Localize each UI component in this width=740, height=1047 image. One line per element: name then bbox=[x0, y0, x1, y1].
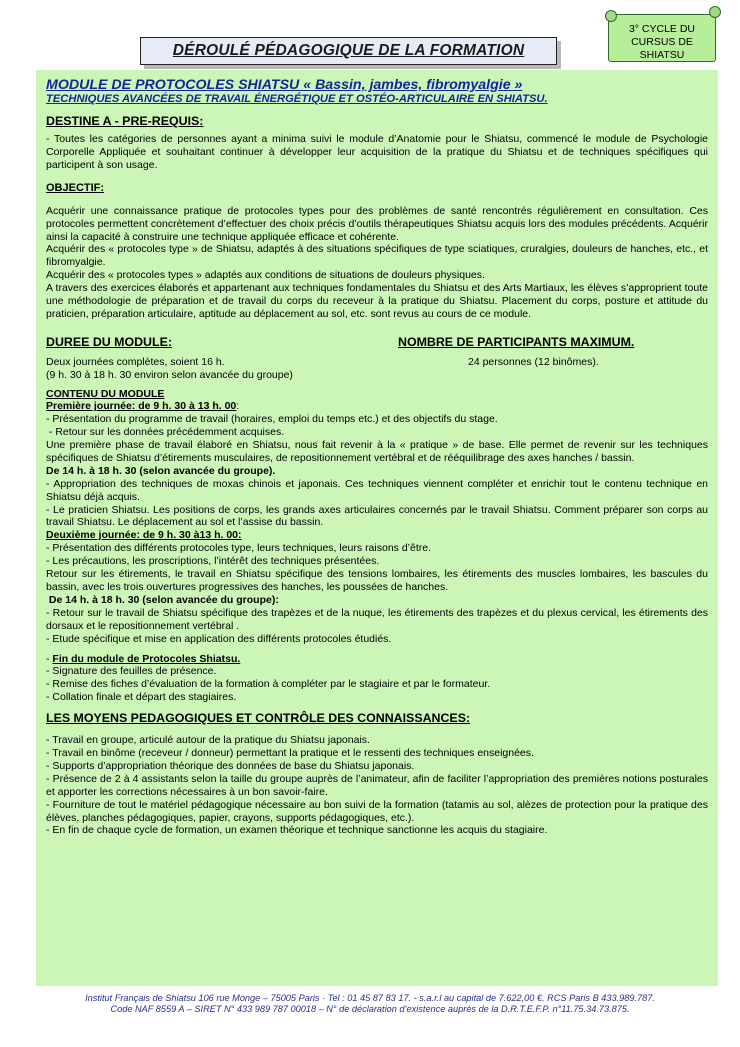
module-title: MODULE DE PROTOCOLES SHIATSU « Bassin, jambes, fibromyalgie » bbox=[46, 77, 523, 93]
contenu-line: - Les précautions, les proscriptions, l’intérêt des techniques présentées. bbox=[46, 555, 380, 568]
destine-text: - Toutes les catégories de personnes ayant a minima suivi le module d’Anatomie pour le Shiatsu, commencé le module de Psychologie Corporelle Appliquée et souhaitant continuer à développer leur acquisition de la pratique du Shiatsu et de techniques spécifiques qui participent à son usage. bbox=[46, 133, 708, 171]
objectif-paragraph: Acquérir des « protocoles type » de Shiatsu, adaptés à des situations spécifiques de type sciatiques, cruralgies, douleurs de hanches, etc., et fibromyalgie. bbox=[46, 243, 708, 269]
contenu-line: - Retour sur le travail de Shiatsu spécifique des trapèzes et de la nuque, les étirements des trapèzes et du plexus cervical, les étirements des dorsaux et le repositionnement vertébral . bbox=[46, 606, 708, 632]
page-footer bbox=[0, 993, 740, 1015]
contenu-line: - Retour sur les données précédemment acquises. bbox=[46, 426, 285, 439]
moyens-line: - En fin de chaque cycle de formation, un examen théorique et technique sanctionne les acquis du stagiaire. bbox=[46, 824, 548, 837]
objectif-paragraph: A travers des exercices élaborés et appartenant aux techniques fondamentales du Shiatsu et des Arts Martiaux, les élèves s’approprient toute une méthodologie de préparation et de travail du corps du receveur à la pratique du Shiatsu. Placement du corps, posture et attitude du praticien, préparation articulaire, aptitude au déplacement au sol, etc. sont revus au cours de ce module. bbox=[46, 282, 708, 320]
cycle-badge-line: 3° CYCLE DU bbox=[628, 23, 696, 35]
content-panel bbox=[36, 70, 718, 986]
fin-heading bbox=[46, 653, 708, 666]
moyens-line: - Travail en groupe, articulé autour de la pratique du Shiatsu japonais. bbox=[46, 734, 370, 747]
contenu-line: - Collation finale et départ des stagiaires. bbox=[46, 691, 237, 704]
day1-morning-heading bbox=[46, 400, 708, 413]
contenu-line: - Présentation du programme de travail (horaires, emploi du temps etc.) et des objectifs du stage. bbox=[46, 413, 498, 426]
contenu-line: - Etude spécifique et mise en application des différents protocoles étudiés. bbox=[46, 632, 392, 645]
day1-colon: : bbox=[236, 400, 240, 413]
day1-time: de 9 h. 30 à 13 h. 00 bbox=[135, 400, 237, 413]
participants-value: 24 personnes (12 binômes). bbox=[468, 355, 599, 368]
contenu-line: - Appropriation des techniques de moxas chinois et japonais. Ces techniques viennent compléter et enrichir tout le contenu technique en Shiatsu déjà acquis. bbox=[46, 477, 708, 503]
fin-title: Fin du module de Protocoles Shiatsu. bbox=[52, 652, 241, 665]
scroll-curl-icon bbox=[605, 10, 617, 22]
duree-text: (9 h. 30 à 18 h. 30 environ selon avancée du groupe) bbox=[46, 368, 293, 381]
day1-afternoon-heading: De 14 h. à 18 h. 30 (selon avancée du groupe). bbox=[46, 464, 276, 477]
cycle-badge-line: CURSUS DE bbox=[631, 36, 693, 48]
contenu-line: - Présentation des différents protocoles type, leurs techniques, leurs raisons d’être. bbox=[46, 542, 432, 555]
module-subtitle: TECHNIQUES AVANCÉES DE TRAVAIL ÉNERGÉTIQUE ET OSTÉO-ARTICULAIRE EN SHIATSU. bbox=[46, 93, 548, 105]
duree-participants-row bbox=[46, 335, 708, 382]
day1-label: Première journée: bbox=[46, 400, 136, 413]
contenu-line: Une première phase de travail élaboré en Shiatsu, nous fait revenir à la « pratique » de base. Elle permet de revenir sur les techniques spécifiques de Shiatsu d’étirements musculaires, de repositionnement vertébral et de rééquilibrage des axes hanches / bassin. bbox=[46, 439, 708, 464]
fin-prefix: - bbox=[46, 652, 53, 665]
duree-heading: DUREE DU MODULE: bbox=[46, 334, 172, 349]
contenu-line: - Le praticien Shiatsu. Les positions de corps, les grands axes articulaires concernés par le travail Shiatsu. Comment préparer son corps au travail Shiatsu. Le déplacement au sol et l’assise du bassin. bbox=[46, 503, 708, 529]
cycle-badge-line: SHIATSU bbox=[639, 49, 685, 61]
objectif-paragraph: Acquérir des « protocoles types » adaptés aux conditions de situations de douleurs physiques. bbox=[46, 269, 485, 282]
duree-text: Deux journées complètes, soient 16 h. bbox=[46, 355, 225, 368]
cycle-badge bbox=[608, 14, 716, 62]
page-title: DÉROULÉ PÉDAGOGIQUE DE LA FORMATION bbox=[172, 42, 525, 59]
moyens-line: - Supports d’appropriation théorique des données de base du Shiatsu japonais. bbox=[46, 759, 415, 772]
moyens-line: - Travail en binôme (receveur / donneur) permettant la pratique et le ressenti des techniques enseignées. bbox=[46, 747, 534, 760]
contenu-line: - Signature des feuilles de présence. bbox=[46, 665, 217, 678]
page-header-box bbox=[140, 37, 557, 65]
contenu-line: - Remise des fiches d’évaluation de la formation à compléter par le stagiaire et par le formateur. bbox=[46, 678, 491, 691]
footer-line: Institut Français de Shiatsu 106 rue Monge – 75005 Paris · Tel : 01 45 87 83 17. - s.a.r.l au capital de 7.622,00 €. RCS Paris B 433.989.787. bbox=[85, 993, 655, 1003]
moyens-line: - Présence de 2 à 4 assistants selon la taille du groupe auprès de l’animateur, afin de faciliter l’appropriation des premières notions posturales et apporter les corrections nécessaires à un bon savoir-faire. bbox=[46, 772, 708, 798]
day2-afternoon-heading: De 14 h. à 18 h. 30 (selon avancée du groupe): bbox=[46, 593, 279, 606]
participants-heading: NOMBRE DE PARTICIPANTS MAXIMUM. bbox=[398, 334, 635, 349]
day2-morning-heading: Deuxième journée: de 9 h. 30 à13 h. 00: bbox=[46, 529, 242, 542]
objectif-paragraph: Acquérir une connaissance pratique de protocoles types pour des problèmes de santé rencontrés régulièrement en consultation. Ces protocoles permettent concrètement d’effectuer des choix précis d’outils thérapeutiques Shiatsu acquis lors des modules précédents. Acquérir ainsi la capacité à construire une technique appliquée efficace et cohérente. bbox=[46, 204, 708, 243]
moyens-line: - Fourniture de tout le matériel pédagogique nécessaire au bon suivi de la formation (tatamis au sol, alèzes de protection pour la pratique des élèves, planches pédagogiques, papier, crayons, supports pédagogiques, etc.). bbox=[46, 798, 708, 824]
contenu-line: Retour sur les étirements, le travail en Shiatsu spécifique des tensions lombaires, les étirements des muscles lombaires, les bascules du bassin, avec les trois ouvertures progressives des hanches, les poussées de hanches. bbox=[46, 568, 708, 593]
scroll-curl-icon bbox=[709, 6, 721, 18]
destine-heading: DESTINE A - PRE-REQUIS: bbox=[46, 114, 204, 128]
contenu-heading: CONTENU DU MODULE bbox=[46, 387, 165, 400]
objectif-heading: OBJECTIF: bbox=[46, 181, 105, 194]
footer-line: Code NAF 8559 A – SIRET N° 433 989 787 00018 – N° de déclaration d’existence auprès de la D.R.T.E.F.P. n°11.75.34.73.875. bbox=[110, 1004, 630, 1014]
moyens-heading: LES MOYENS PEDAGOGIQUES ET CONTRÔLE DES CONNAISSANCES: bbox=[46, 711, 471, 726]
